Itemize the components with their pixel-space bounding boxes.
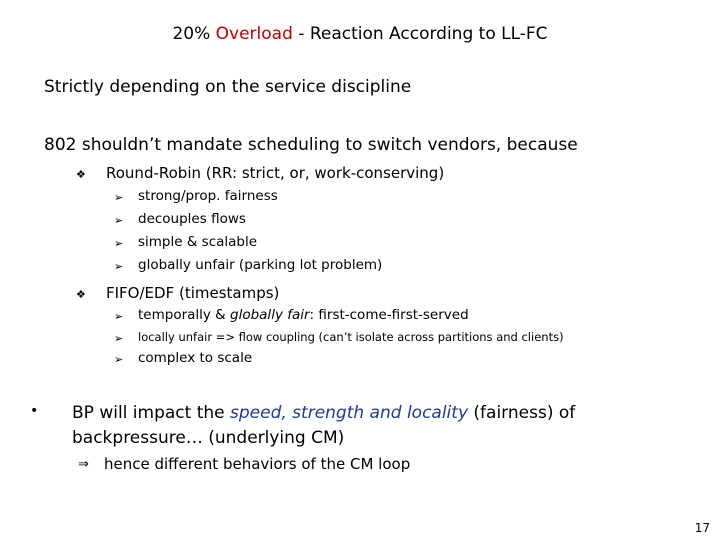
rr-item: strong/prop. fairness: [138, 188, 278, 204]
fifo-item: [138, 307, 469, 323]
bp-line1: [72, 403, 575, 423]
arrow-bullet-icon: ➢: [114, 310, 124, 323]
fifo-item1-suffix: : first-come-first-served: [309, 307, 469, 323]
main-bullet-icon: •: [30, 403, 39, 419]
fifo-item: complex to scale: [138, 350, 253, 366]
bp-line1-suffix: (fairness) of: [468, 403, 576, 423]
arrow-bullet-icon: ➢: [114, 191, 124, 204]
arrow-bullet-icon: ➢: [114, 214, 124, 227]
arrow-bullet-icon: ➢: [114, 332, 124, 345]
title-accent: Overload: [215, 24, 293, 44]
rr-item: decouples flows: [138, 211, 246, 227]
rr-heading: Round-Robin (RR: strict, or, work-conserving): [106, 164, 445, 182]
title-prefix: 20%: [172, 24, 216, 44]
rr-item: simple & scalable: [138, 234, 258, 250]
diamond-bullet-icon: ❖: [76, 168, 86, 181]
title-suffix: - Reaction According to LL-FC: [292, 24, 548, 44]
bp-line2: backpressure… (underlying CM): [72, 428, 345, 448]
bp-line1-italic: speed, strength and locality: [230, 403, 469, 423]
diamond-bullet-icon: ❖: [76, 288, 86, 301]
arrow-bullet-icon: ➢: [114, 353, 124, 366]
fifo-item1-italic: globally fair: [230, 307, 310, 323]
fifo-item: locally unfair => flow coupling (can’t isolate across partitions and clients): [138, 330, 564, 344]
mandate-line: 802 shouldn’t mandate scheduling to switch vendors, because: [44, 135, 578, 155]
implies-bullet-icon: ⇒: [78, 457, 89, 472]
bp-line1-prefix: BP will impact the: [72, 403, 231, 423]
page-number: 17: [694, 521, 710, 535]
slide-title: [0, 24, 720, 44]
fifo-heading: FIFO/EDF (timestamps): [106, 284, 280, 302]
arrow-bullet-icon: ➢: [114, 260, 124, 273]
fifo-item1-prefix: temporally &: [138, 307, 231, 323]
strict-line: Strictly depending on the service discipline: [44, 77, 412, 97]
bp-sub: hence different behaviors of the CM loop: [104, 455, 411, 473]
rr-item: globally unfair (parking lot problem): [138, 257, 383, 273]
arrow-bullet-icon: ➢: [114, 237, 124, 250]
